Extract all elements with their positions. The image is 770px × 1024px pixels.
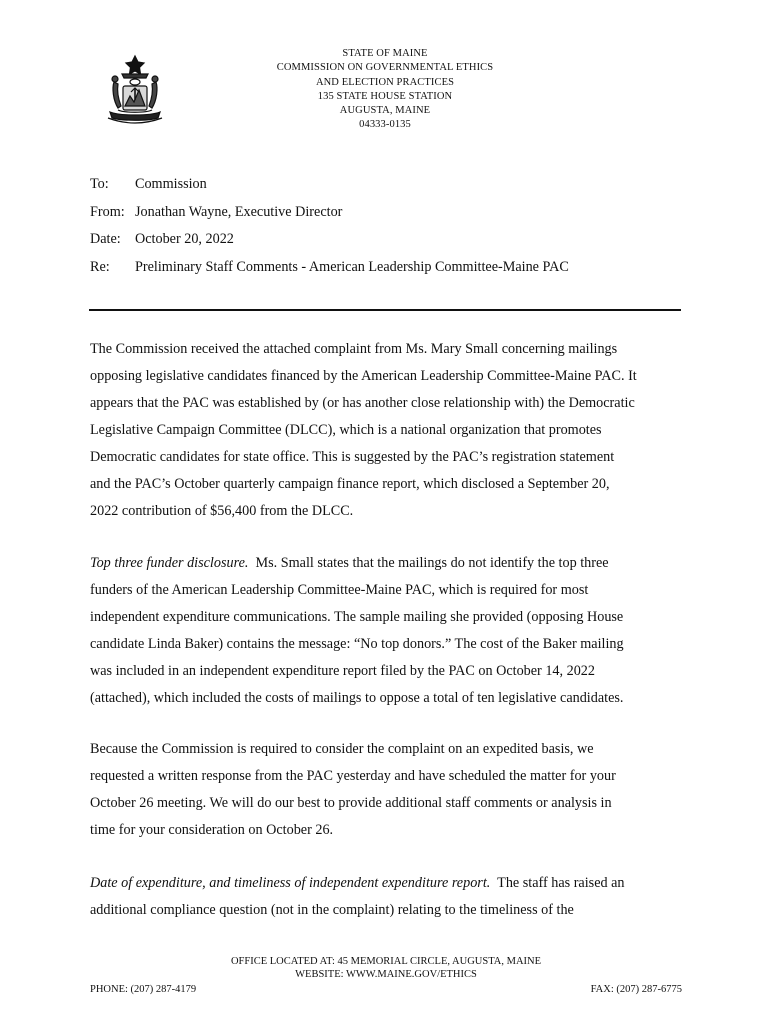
body-line: 2022 contribution of $56,400 from the DLCC. <box>90 503 354 519</box>
body-line: The Commission received the attached complaint from Ms. Mary Small concerning mailings <box>90 341 618 357</box>
paragraph-top-funder <box>90 550 690 712</box>
memo-from-label: From: <box>90 203 125 220</box>
body-line: appears that the PAC was established by (or has another close relationship with) the Democratic <box>90 395 635 411</box>
body-line: (attached), which included the costs of mailings to oppose a total of ten legislative candidates. <box>90 690 624 706</box>
body-line: requested a written response from the PAC yesterday and have scheduled the matter for your <box>90 768 616 784</box>
memo-date-label: Date: <box>90 231 121 247</box>
body-line: time for your consideration on October 26. <box>90 822 334 838</box>
footer-office: OFFICE LOCATED AT: 45 MEMORIAL CIRCLE, AUGUSTA, MAINE <box>230 956 542 967</box>
body-line: October 26 meeting. We will do our best to provide additional staff comments or analysis in <box>90 795 612 811</box>
body-line: Democratic candidates for state office. This is suggested by the PAC’s registration statement <box>90 449 615 465</box>
section-heading: Top three funder disclosure. <box>90 555 249 571</box>
state-seal-icon <box>104 52 166 126</box>
letterhead-state: STATE OF MAINE <box>342 48 428 59</box>
body-line <box>90 870 690 897</box>
body-line <box>90 550 690 577</box>
letterhead-commission-cont: AND ELECTION PRACTICES <box>315 76 455 88</box>
body-line: and the PAC’s October quarterly campaign finance report, which disclosed a September 20, <box>90 476 610 492</box>
footer-fax: FAX: (207) 287-6775 <box>590 984 682 995</box>
body-line: Legislative Campaign Committee (DLCC), which is a national organization that promotes <box>90 422 602 438</box>
paragraph-complaint <box>90 336 690 525</box>
letterhead <box>230 47 540 133</box>
body-line: was included in an independent expenditure report filed by the PAC on October 14, 2022 <box>90 663 595 679</box>
paragraph-expedited <box>90 736 690 844</box>
memo-from-value: Jonathan Wayne, Executive Director <box>135 203 343 220</box>
footer <box>90 955 682 995</box>
letterhead-zip: 04333-0135 <box>359 119 411 131</box>
footer-website: WEBSITE: WWW.MAINE.GOV/ETHICS <box>295 969 477 980</box>
memo-re-label: Re: <box>90 258 110 275</box>
paragraph-timeliness <box>90 870 690 924</box>
body-line: opposing legislative candidates financed by the American Leadership Committee-Maine PAC. It <box>90 368 637 384</box>
memo-re-value: Preliminary Staff Comments - American Leadership Committee-Maine PAC <box>135 258 569 275</box>
body-line-rest: The staff has raised an <box>490 875 625 891</box>
memo-to-value: Commission <box>135 176 207 192</box>
section-heading: Date of expenditure, and timeliness of independent expenditure report. <box>90 875 491 891</box>
footer-phone: PHONE: (207) 287-4179 <box>90 984 197 995</box>
letterhead-city: AUGUSTA, MAINE <box>339 105 431 117</box>
body-line: Because the Commission is required to consider the complaint on an expedited basis, we <box>90 741 594 757</box>
body-line: candidate Linda Baker) contains the message: “No top donors.” The cost of the Baker mailing <box>90 636 624 652</box>
memo-date-value: October 20, 2022 <box>135 231 234 247</box>
letterhead-commission: COMMISSION ON GOVERNMENTAL ETHICS <box>276 62 494 74</box>
header-divider <box>89 309 681 311</box>
body-line-rest: Ms. Small states that the mailings do not identify the top three <box>248 555 609 571</box>
body-line: funders of the American Leadership Committee-Maine PAC, which is required for most <box>90 582 589 598</box>
body-line: additional compliance question (not in the complaint) relating to the timeliness of the <box>90 902 574 918</box>
body-line: independent expenditure communications. The sample mailing she provided (opposing House <box>90 609 624 625</box>
memo-to-label: To: <box>90 176 109 192</box>
letterhead-station: 135 STATE HOUSE STATION <box>317 90 453 102</box>
